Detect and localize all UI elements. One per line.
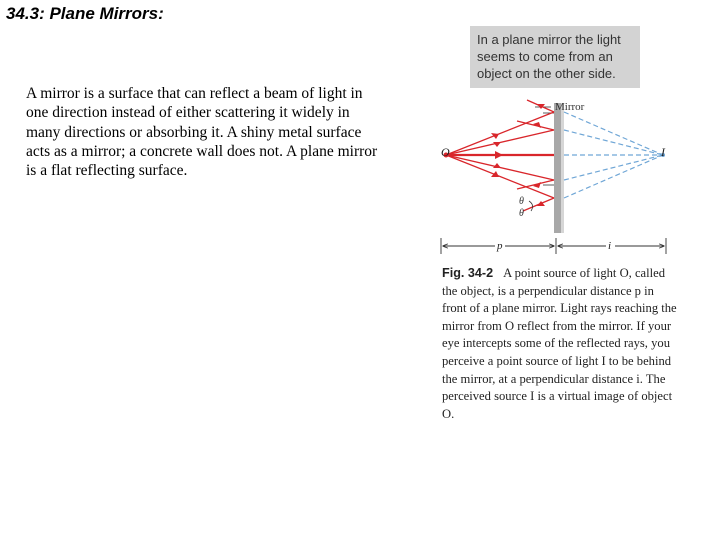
- theta-label-upper: θ: [519, 196, 524, 207]
- figure-number: Fig. 34-2: [442, 266, 494, 280]
- virtual-rays: [564, 112, 663, 198]
- image-label: I: [661, 145, 665, 159]
- figure-caption: [442, 265, 677, 423]
- slide-title: 34.3: Plane Mirrors:: [6, 4, 164, 23]
- body-paragraph: A mirror is a surface that can reflect a beam of light in one direction instead of either scattering it widely in many directions or absorbing it. A shiny metal surface acts as a mirror; a concrete wall does not. A plane mirror is a flat reflecting surface.: [26, 85, 378, 180]
- angle-arc: [529, 201, 533, 211]
- distance-p-label: p: [497, 240, 503, 252]
- dimension-lines: [441, 238, 666, 254]
- plane-mirror-diagram: [425, 95, 675, 260]
- caption-text: A point source of light O, called the object, is a perpendicular distance p in front of a plane mirror. Light rays reaching the mirror from O reflect from the mirror. If your eye intercepts some of the reflected rays, you perceive a point source of light I to be behind the mirror, at a perpendicular distance i. The perceived source I is a virtual image of object O.: [442, 266, 677, 421]
- theta-label-lower: θ: [519, 208, 524, 219]
- mirror-label: Mirror: [555, 101, 585, 113]
- mirror: [554, 103, 561, 233]
- mirror-shadow: [561, 103, 564, 233]
- object-label: O: [441, 145, 450, 159]
- distance-i-label: i: [608, 240, 612, 252]
- figure-callout: In a plane mirror the light seems to come from an object on the other side.: [470, 26, 640, 88]
